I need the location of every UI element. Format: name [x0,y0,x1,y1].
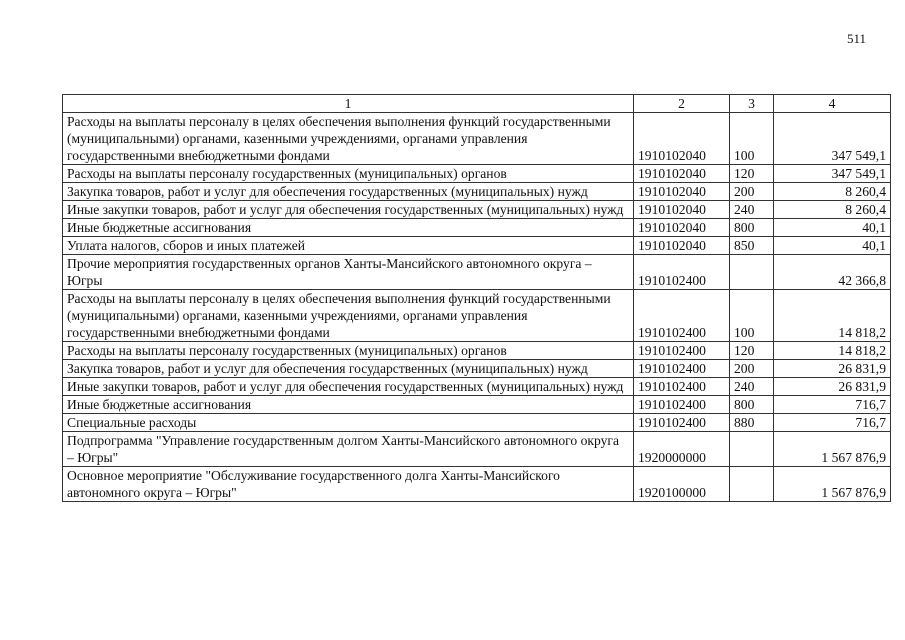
row-amount: 14 818,2 [774,342,891,360]
table-row [63,342,891,360]
row-group: 200 [730,360,774,378]
header-col-4: 4 [774,95,891,113]
table-row [63,165,891,183]
row-code: 1910102400 [634,414,730,432]
table-row [63,414,891,432]
row-group: 120 [730,342,774,360]
table-row [63,290,891,342]
page-number: 511 [846,31,866,46]
table-row [63,237,891,255]
table-row [63,183,891,201]
row-amount: 40,1 [774,237,891,255]
table-row [63,255,891,290]
row-name: Подпрограмма "Управление государственным долгом Ханты-Мансийского автономного округа – Югры" [63,432,634,467]
table-row [63,219,891,237]
row-group: 880 [730,414,774,432]
row-amount: 8 260,4 [774,201,891,219]
row-name: Расходы на выплаты персоналу в целях обеспечения выполнения функций государственными (муниципальными) органами, казенными учреждениями, органами управления государственными внебюджетными фондами [63,113,634,165]
row-code: 1920000000 [634,432,730,467]
row-group: 100 [730,113,774,165]
row-amount: 1 567 876,9 [774,432,891,467]
row-amount: 42 366,8 [774,255,891,290]
table-row [63,360,891,378]
row-code: 1910102040 [634,183,730,201]
row-group: 100 [730,290,774,342]
header-col-2: 2 [634,95,730,113]
row-code: 1910102040 [634,237,730,255]
row-group: 200 [730,183,774,201]
table-row [63,378,891,396]
header-row [63,95,891,113]
row-code: 1910102400 [634,396,730,414]
row-group [730,432,774,467]
row-code: 1910102040 [634,113,730,165]
row-code: 1910102400 [634,290,730,342]
row-name: Расходы на выплаты персоналу в целях обеспечения выполнения функций государственными (муниципальными) органами, казенными учреждениями, органами управления государственными внебюджетными фондами [63,290,634,342]
table-body [63,113,891,502]
row-amount: 716,7 [774,396,891,414]
table-row [63,396,891,414]
row-amount: 347 549,1 [774,113,891,165]
header-col-1: 1 [63,95,634,113]
row-amount: 347 549,1 [774,165,891,183]
row-group [730,255,774,290]
table-header [63,95,891,113]
row-amount: 1 567 876,9 [774,467,891,502]
row-group: 120 [730,165,774,183]
row-group: 800 [730,396,774,414]
row-name: Прочие мероприятия государственных органов Ханты-Мансийского автономного округа – Югры [63,255,634,290]
row-name: Иные бюджетные ассигнования [63,219,634,237]
header-col-3: 3 [730,95,774,113]
row-amount: 8 260,4 [774,183,891,201]
row-amount: 40,1 [774,219,891,237]
row-amount: 716,7 [774,414,891,432]
row-name: Уплата налогов, сборов и иных платежей [63,237,634,255]
row-code: 1910102400 [634,342,730,360]
row-name: Основное мероприятие "Обслуживание государственного долга Ханты-Мансийского автономного округа – Югры" [63,467,634,502]
table-row [63,113,891,165]
row-name: Расходы на выплаты персоналу государственных (муниципальных) органов [63,342,634,360]
row-name: Закупка товаров, работ и услуг для обеспечения государственных (муниципальных) нужд [63,360,634,378]
table-row [63,467,891,502]
row-code: 1910102040 [634,219,730,237]
row-group: 240 [730,378,774,396]
table-row [63,432,891,467]
row-code: 1910102040 [634,201,730,219]
row-code: 1910102400 [634,360,730,378]
row-name: Иные бюджетные ассигнования [63,396,634,414]
row-name: Закупка товаров, работ и услуг для обеспечения государственных (муниципальных) нужд [63,183,634,201]
row-amount: 14 818,2 [774,290,891,342]
row-group: 850 [730,237,774,255]
row-code: 1920100000 [634,467,730,502]
row-group: 800 [730,219,774,237]
row-name: Специальные расходы [63,414,634,432]
row-code: 1910102400 [634,378,730,396]
row-amount: 26 831,9 [774,360,891,378]
row-code: 1910102040 [634,165,730,183]
row-name: Расходы на выплаты персоналу государственных (муниципальных) органов [63,165,634,183]
row-name: Иные закупки товаров, работ и услуг для обеспечения государственных (муниципальных) нужд [63,378,634,396]
budget-table [62,94,891,502]
row-amount: 26 831,9 [774,378,891,396]
row-group [730,467,774,502]
row-name: Иные закупки товаров, работ и услуг для обеспечения государственных (муниципальных) нужд [63,201,634,219]
row-group: 240 [730,201,774,219]
table-row [63,201,891,219]
row-code: 1910102400 [634,255,730,290]
